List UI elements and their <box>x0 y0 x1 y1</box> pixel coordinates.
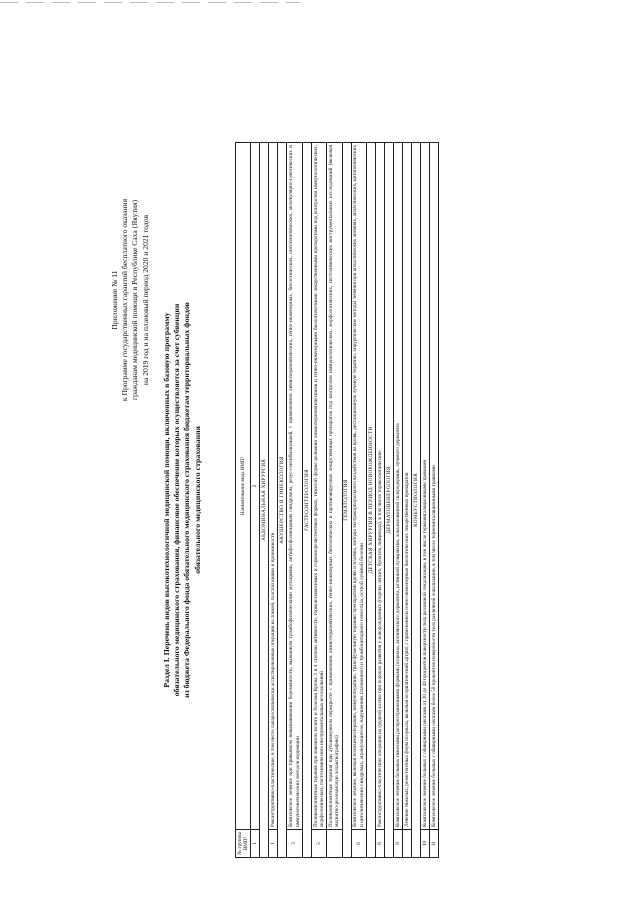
table-row <box>269 143 278 858</box>
vmp-table <box>235 142 439 858</box>
section-heading: АКУШЕРСТВО И ГИНЕКОЛОГИЯ <box>278 143 287 858</box>
col-number-2: 2 <box>251 143 260 830</box>
group-number: 9 <box>394 830 403 858</box>
appendix-line-3: на 2019 год и на плановый период 2020 и 2021 годов <box>140 214 150 386</box>
vmp-type-name: Комплексное лечение, включая полихимиотерапию, иммунотерапию, трансфузионную терапию препаратами крови и плазмы, методы экстракорпорального воздействия на кровь, дистанционную лучевую терапию, хирургические методы лечения при апластических анемиях, апластических, цитопенических и цитолитических синдромах, агранулоцитозе, нарушениях плазменного и тромбоцитарного гемостаза, острой лучевой болезни <box>351 143 366 830</box>
section-heading: АБДОМИНАЛЬНАЯ ХИРУРГИЯ <box>260 143 269 858</box>
appendix-header <box>110 140 151 460</box>
table-row <box>311 143 326 858</box>
section-heading: КОМБУСТИОЛОГИЯ <box>412 143 421 858</box>
scan-artifact-line <box>0 2 300 3</box>
group-number: 8 <box>376 830 385 858</box>
section-title <box>162 130 203 870</box>
group-number: 5 <box>311 830 326 858</box>
group-number: 11 <box>430 830 439 858</box>
rotated-page <box>100 130 620 870</box>
vmp-type-name: Комплексное лечение больных с обширными ожогами от 30 до 49 процентов поверхности тела различной локализации, в том числе термоингаляционными травмами <box>421 143 430 830</box>
col-header-name: Наименование вида ВМП¹ <box>236 143 251 830</box>
table-section-row <box>260 143 269 858</box>
table-row <box>394 143 403 858</box>
group-number: 1 <box>269 830 278 858</box>
table-section-row <box>342 143 351 858</box>
vmp-type-name: Комплексное лечение при привычном невынашивании беременности, вызванном тромбофилическими мутациями, антифосфолипидным синдромом, резус-сенсибилизацией, с применением химиотерапевтических, генно-инженерных, биологических, онтогенетических, молекулярно-генетических и иммуногенетических методов коррекции <box>287 143 302 830</box>
appendix-number: Приложение № 11 <box>110 270 119 330</box>
vmp-type-name: Комплексное лечение больных с обширными ожогами более 50 процентов поверхности тела различной локализации, в том числе термоингаляционными травмами <box>430 143 439 830</box>
table-row <box>376 143 385 858</box>
section-heading: ДЕРМАТОВЕНЕРОЛОГИЯ <box>385 143 394 858</box>
appendix-line-1: к Программе государственных гарантий бесплатного оказания <box>120 198 130 402</box>
section-title-line-4: обязательного медицинского страхования <box>192 426 202 574</box>
table-section-row <box>278 143 287 858</box>
table-section-row <box>367 143 376 858</box>
section-title-line-3: из бюджета Федерального фонда обязательного медицинского страхования бюджетам территориальных фондов <box>182 302 192 698</box>
group-number <box>403 830 412 858</box>
table-section-row <box>302 143 311 858</box>
vmp-type-name: Поликомпонентная терапия при аутоиммунном перекресте с применением химиотерапевтических, генно-инженерных биологических и противовирусных лекарственных препаратов под контролем иммунологических, морфологических, гистохимических инструментальных исследований (включая магнитно-резонансную холангиографию) <box>327 143 342 830</box>
section-heading: ГАСТРОЭНТЕРОЛОГИЯ <box>302 143 311 858</box>
vmp-type-name: Лечение тяжелых, резистентных форм псориаза, включая псориатический артрит, с применением генно-инженерных биологических лекарственных препаратов <box>403 143 412 830</box>
table-row <box>403 143 412 858</box>
table-row <box>327 143 342 858</box>
col-number-1: 1 <box>251 830 260 858</box>
vmp-type-name: Реконструктивно-пластические, в том числе лапароскопически ассистированные операции на тонкой, толстой кишке и промежности <box>269 143 278 830</box>
group-number <box>327 830 342 858</box>
table-row <box>351 143 366 858</box>
table-row <box>430 143 439 858</box>
group-number: 6 <box>351 830 366 858</box>
col-header-number: № группы ВМП¹ <box>236 830 251 858</box>
table-section-row <box>385 143 394 858</box>
vmp-table-body <box>260 143 439 858</box>
group-number: 3 <box>287 830 302 858</box>
vmp-type-name: Комплексное лечение больных тяжелыми распространенными формами псориаза, атопического дерматита, истинной пузырчатки, локализованной склеродермии, лучевого дерматита <box>394 143 403 830</box>
group-number: 10 <box>421 830 430 858</box>
section-title-line-1: Раздел I. Перечень видов высокотехнологичной медицинской помощи, включенных в базовую программу <box>162 312 171 688</box>
vmp-type-name: Поликомпонентная терапия при язвенном колите и болезни Крона 3 и 4 степени активности, гормонозависимых и гормонорезистентных формах, тяжелой форме целиакии химиотерапевтическими и генно-инженерными биологическими лекарственными препаратами под контролем иммунологических, морфологических, гистохимических инструментальных исследований <box>311 143 326 830</box>
table-row <box>287 143 302 858</box>
vmp-type-name: Реконструктивно-пластические операции на грудной клетке при пороках развития у новорожденных (пороки легких, бронхов, пищевода), в том числе торакоскопические <box>376 143 385 830</box>
section-title-line-2: обязательного медицинского страхования, финансовое обеспечение которых осуществляется за счет субвенции <box>172 303 182 697</box>
table-row <box>421 143 430 858</box>
section-heading: ДЕТСКАЯ ХИРУРГИЯ В ПЕРИОД НОВОРОЖДЕННОСТИ <box>367 143 376 858</box>
table-section-row <box>412 143 421 858</box>
appendix-line-2: гражданам медицинской помощи в Республике Саха (Якутия) <box>130 199 140 401</box>
section-heading: ГЕМАТОЛОГИЯ <box>342 143 351 858</box>
